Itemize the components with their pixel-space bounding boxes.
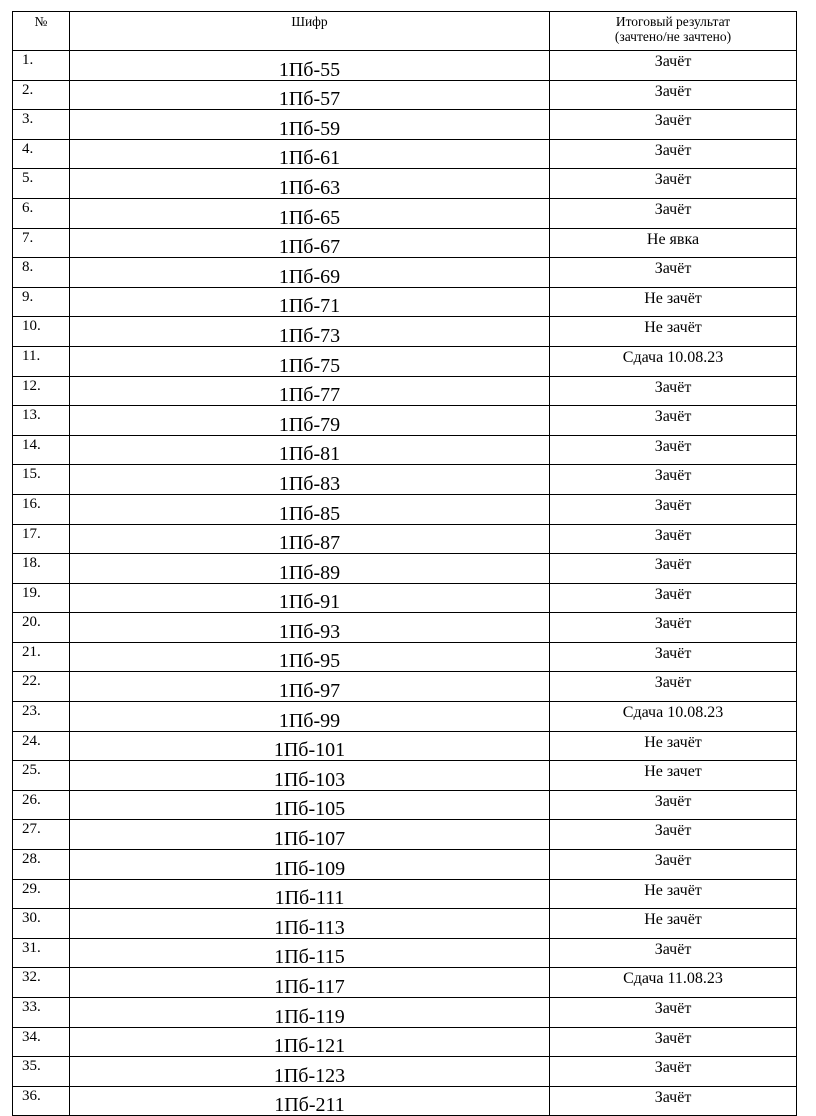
row-number: 16. (13, 494, 70, 524)
row-number: 3. (13, 110, 70, 140)
table-row (13, 642, 797, 672)
table-row (13, 554, 797, 584)
row-code: 1Пб-67 (70, 228, 550, 258)
row-number: 30. (13, 909, 70, 939)
row-code: 1Пб-97 (70, 672, 550, 702)
row-code: 1Пб-111 (70, 879, 550, 909)
row-result: Зачёт (550, 198, 797, 228)
row-result: Зачёт (550, 820, 797, 850)
row-code: 1Пб-85 (70, 494, 550, 524)
row-code: 1Пб-121 (70, 1027, 550, 1057)
row-result: Зачёт (550, 1086, 797, 1116)
row-number: 17. (13, 524, 70, 554)
row-result: Не зачёт (550, 287, 797, 317)
row-result: Зачёт (550, 613, 797, 643)
row-result: Зачёт (550, 465, 797, 495)
row-number: 22. (13, 672, 70, 702)
row-number: 29. (13, 879, 70, 909)
row-result: Зачёт (550, 51, 797, 81)
row-number: 6. (13, 198, 70, 228)
row-code: 1Пб-81 (70, 435, 550, 465)
row-number: 13. (13, 406, 70, 436)
row-code: 1Пб-71 (70, 287, 550, 317)
row-result: Не зачет (550, 761, 797, 791)
row-number: 12. (13, 376, 70, 406)
row-result: Сдача 10.08.23 (550, 702, 797, 732)
row-result: Не зачёт (550, 909, 797, 939)
row-code: 1Пб-113 (70, 909, 550, 939)
row-result: Зачёт (550, 998, 797, 1028)
row-code: 1Пб-87 (70, 524, 550, 554)
row-number: 1. (13, 51, 70, 81)
row-code: 1Пб-115 (70, 938, 550, 968)
row-result: Зачёт (550, 938, 797, 968)
row-code: 1Пб-107 (70, 820, 550, 850)
row-code: 1Пб-117 (70, 968, 550, 998)
row-number: 27. (13, 820, 70, 850)
table-row (13, 790, 797, 820)
table-row (13, 524, 797, 554)
row-result: Зачёт (550, 110, 797, 140)
table-row (13, 139, 797, 169)
row-result: Зачёт (550, 642, 797, 672)
row-result: Зачёт (550, 406, 797, 436)
table-row (13, 494, 797, 524)
row-number: 28. (13, 850, 70, 880)
row-result: Зачёт (550, 494, 797, 524)
row-code: 1Пб-55 (70, 51, 550, 81)
table-row (13, 198, 797, 228)
row-code: 1Пб-77 (70, 376, 550, 406)
row-number: 8. (13, 258, 70, 288)
row-number: 36. (13, 1086, 70, 1116)
row-result: Сдача 11.08.23 (550, 968, 797, 998)
row-number: 5. (13, 169, 70, 199)
row-number: 7. (13, 228, 70, 258)
row-number: 15. (13, 465, 70, 495)
row-number: 14. (13, 435, 70, 465)
row-number: 21. (13, 642, 70, 672)
row-number: 10. (13, 317, 70, 347)
table-row (13, 435, 797, 465)
header-number: № (13, 12, 70, 51)
row-result: Зачёт (550, 583, 797, 613)
row-code: 1Пб-69 (70, 258, 550, 288)
row-code: 1Пб-109 (70, 850, 550, 880)
header-code: Шифр (70, 12, 550, 51)
table-row (13, 702, 797, 732)
table-row (13, 258, 797, 288)
row-code: 1Пб-65 (70, 198, 550, 228)
table-row (13, 672, 797, 702)
row-result: Сдача 10.08.23 (550, 346, 797, 376)
row-result: Зачёт (550, 435, 797, 465)
row-code: 1Пб-73 (70, 317, 550, 347)
row-code: 1Пб-63 (70, 169, 550, 199)
row-number: 11. (13, 346, 70, 376)
results-table (12, 11, 797, 1116)
table-row (13, 51, 797, 81)
table-row (13, 1057, 797, 1087)
row-result: Не явка (550, 228, 797, 258)
row-code: 1Пб-61 (70, 139, 550, 169)
table-row (13, 317, 797, 347)
row-result: Зачёт (550, 672, 797, 702)
table-row (13, 169, 797, 199)
row-number: 19. (13, 583, 70, 613)
row-code: 1Пб-83 (70, 465, 550, 495)
table-row (13, 613, 797, 643)
table-row (13, 228, 797, 258)
table-row (13, 465, 797, 495)
row-number: 18. (13, 554, 70, 584)
row-code: 1Пб-103 (70, 761, 550, 791)
table-row (13, 998, 797, 1028)
row-result: Зачёт (550, 376, 797, 406)
table-row (13, 731, 797, 761)
table-row (13, 406, 797, 436)
table-row (13, 938, 797, 968)
row-code: 1Пб-57 (70, 80, 550, 110)
row-code: 1Пб-91 (70, 583, 550, 613)
row-number: 9. (13, 287, 70, 317)
row-result: Зачёт (550, 524, 797, 554)
row-number: 35. (13, 1057, 70, 1087)
row-number: 26. (13, 790, 70, 820)
table-row (13, 968, 797, 998)
row-result: Зачёт (550, 80, 797, 110)
row-result: Зачёт (550, 258, 797, 288)
table-row (13, 1027, 797, 1057)
row-code: 1Пб-59 (70, 110, 550, 140)
table-row (13, 761, 797, 791)
table-header-row (13, 12, 797, 51)
row-number: 24. (13, 731, 70, 761)
row-number: 32. (13, 968, 70, 998)
table-row (13, 80, 797, 110)
row-number: 4. (13, 139, 70, 169)
row-result: Зачёт (550, 1057, 797, 1087)
row-code: 1Пб-75 (70, 346, 550, 376)
row-result: Зачёт (550, 139, 797, 169)
table-row (13, 287, 797, 317)
row-code: 1Пб-79 (70, 406, 550, 436)
row-code: 1Пб-101 (70, 731, 550, 761)
table-row (13, 346, 797, 376)
header-result (550, 12, 797, 51)
header-result-line2: (зачтено/не зачтено) (614, 29, 732, 44)
results-table-body (13, 12, 797, 1116)
row-number: 20. (13, 613, 70, 643)
header-result-line1: Итоговый результат (615, 14, 731, 29)
row-code: 1Пб-123 (70, 1057, 550, 1087)
row-code: 1Пб-105 (70, 790, 550, 820)
row-result: Зачёт (550, 850, 797, 880)
row-number: 25. (13, 761, 70, 791)
row-result: Не зачёт (550, 317, 797, 347)
row-result: Зачёт (550, 1027, 797, 1057)
table-row (13, 583, 797, 613)
row-code: 1Пб-211 (70, 1086, 550, 1116)
row-number: 2. (13, 80, 70, 110)
row-code: 1Пб-119 (70, 998, 550, 1028)
row-result: Не зачёт (550, 731, 797, 761)
table-row (13, 909, 797, 939)
table-row (13, 110, 797, 140)
row-code: 1Пб-89 (70, 554, 550, 584)
row-result: Зачёт (550, 169, 797, 199)
row-number: 31. (13, 938, 70, 968)
results-document (12, 11, 797, 1116)
row-result: Зачёт (550, 554, 797, 584)
row-code: 1Пб-99 (70, 702, 550, 732)
row-code: 1Пб-95 (70, 642, 550, 672)
row-number: 33. (13, 998, 70, 1028)
table-row (13, 820, 797, 850)
table-row (13, 850, 797, 880)
table-row (13, 376, 797, 406)
row-result: Зачёт (550, 790, 797, 820)
row-number: 23. (13, 702, 70, 732)
row-code: 1Пб-93 (70, 613, 550, 643)
table-row (13, 1086, 797, 1116)
row-number: 34. (13, 1027, 70, 1057)
row-result: Не зачёт (550, 879, 797, 909)
table-row (13, 879, 797, 909)
